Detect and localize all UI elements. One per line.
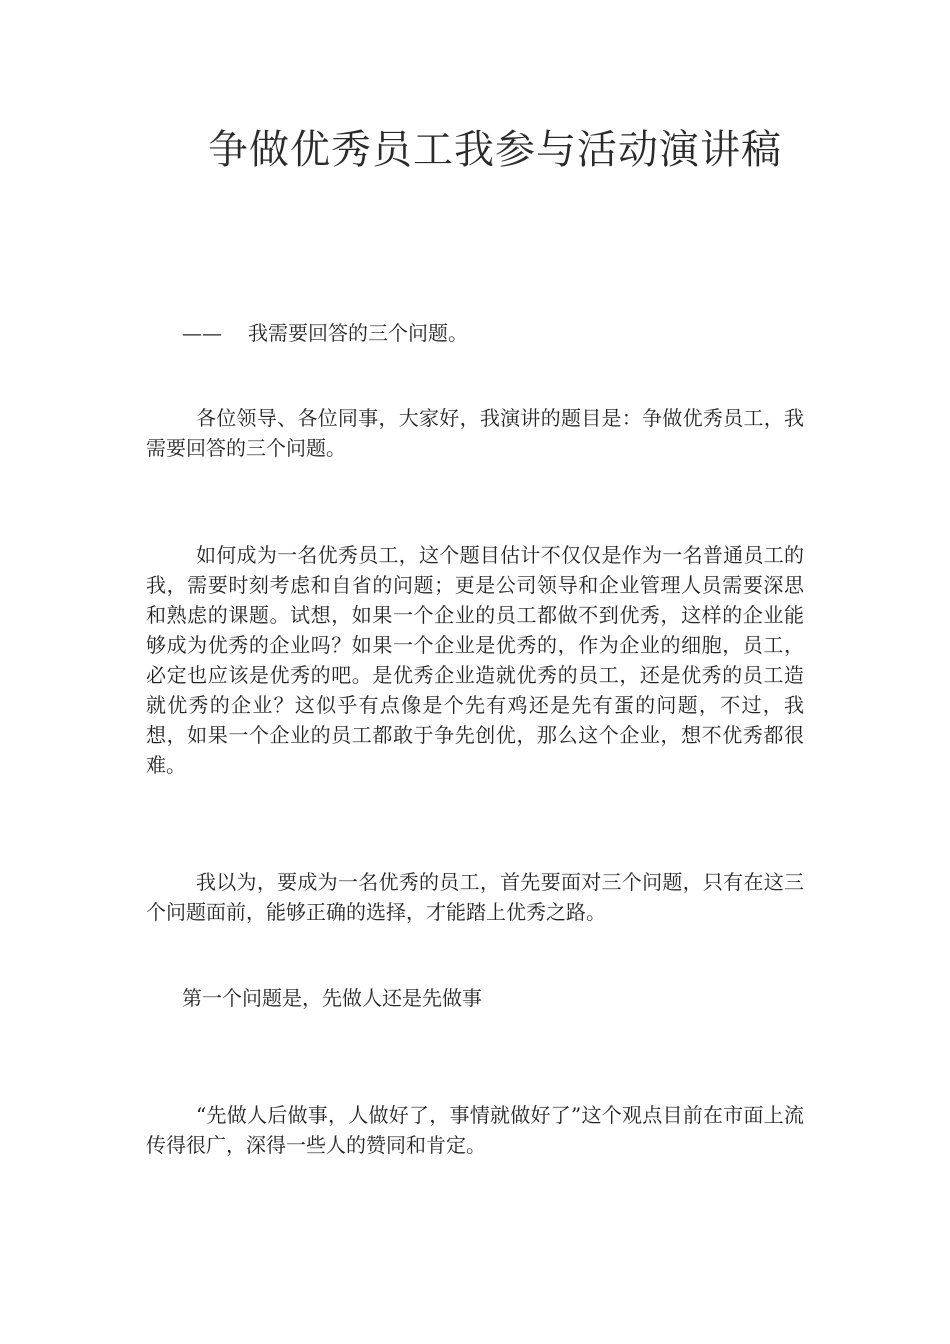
paragraph-closing: “先做人后做事，人做好了，事情就做好了”这个观点目前在市面上流传得很广，深得一些人的赞同和肯定。 (146, 1103, 804, 1157)
paragraph-greeting: 各位领导、各位同事，大家好，我演讲的题目是：争做优秀员工，我需要回答的三个问题。 (146, 406, 804, 460)
subtitle-dash: —— (182, 321, 222, 345)
paragraph-three-questions: 我以为，要成为一名优秀的员工，首先要面对三个问题，只有在这三个问题面前，能够正确的选择，才能踏上优秀之路。 (146, 870, 804, 924)
subtitle-text: 我需要回答的三个问题。 (248, 321, 468, 345)
paragraph-intro: 如何成为一名优秀员工，这个题目估计不仅仅是作为一名普通员工的我，需要时刻考虑和自省的问题；更是公司领导和企业管理人员需要深思和熟虑的课题。试想，如果一个企业的员工都做不到优秀，这样的企业能够成为优秀的企业吗？如果一个企业是优秀的，作为企业的细胞，员工，必定也应该是优秀的吧。是优秀企业造就优秀的员工，还是优秀的员工造就优秀的企业？这似乎有点像是个先有鸡还是先有蛋的问题，不过，我想，如果一个企业的员工都敢于争先创优，那么这个企业，想不优秀都很难。 (146, 543, 804, 777)
subtitle (182, 318, 468, 348)
document-title: 争做优秀员工我参与活动演讲稿 (208, 127, 782, 173)
section-heading: 第一个问题是，先做人还是先做事 (182, 986, 482, 1010)
